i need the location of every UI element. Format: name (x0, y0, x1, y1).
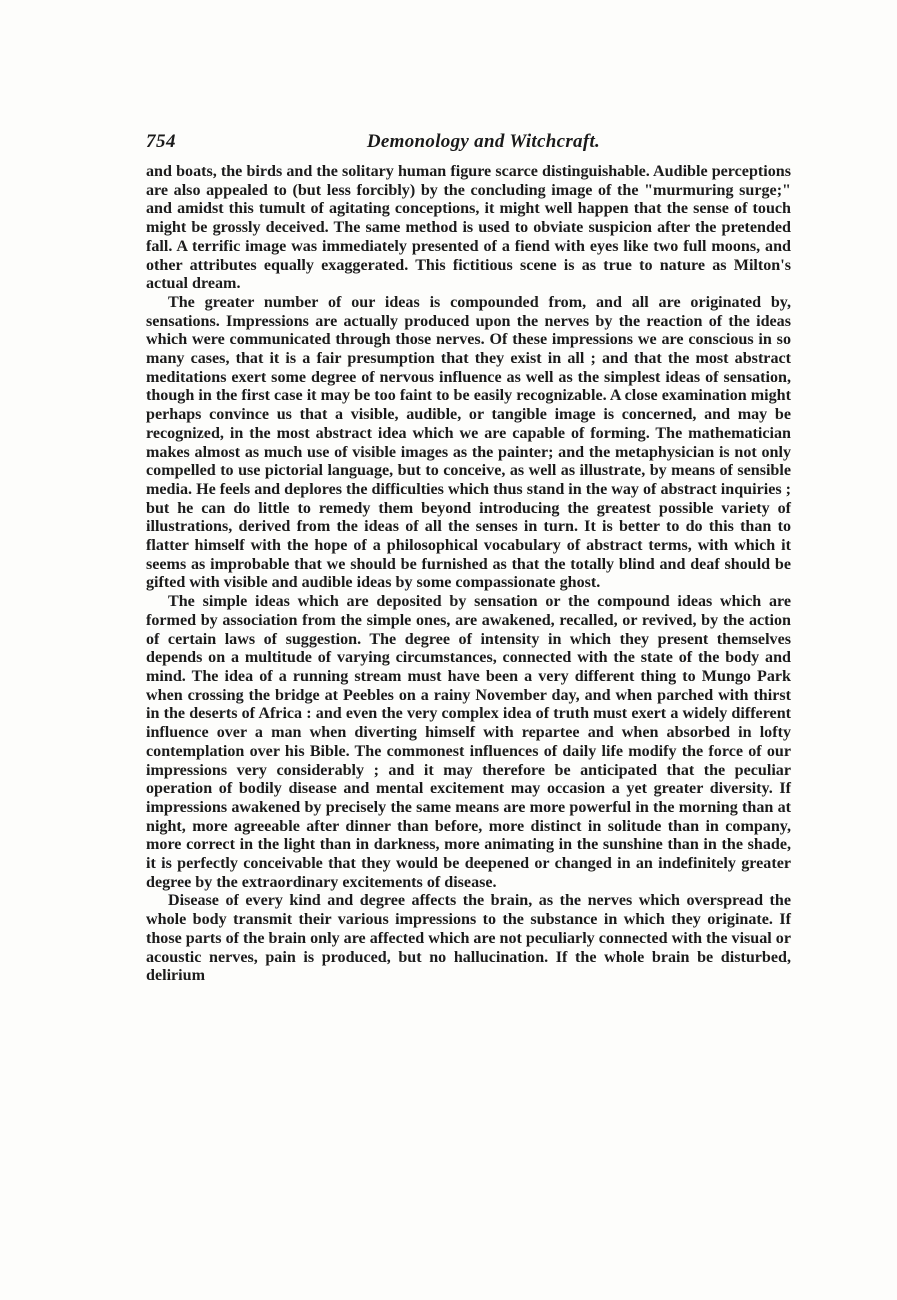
running-head (146, 131, 791, 155)
paragraph: and boats, the birds and the solitary human figure scarce distinguishable. Audible perceptions are also appealed to (but less forcibly) by the concluding image of the "murmuring surge;" and amidst this tumult of agitating conceptions, it might well happen that the sense of touch might be grossly deceived. The same method is used to obviate suspicion after the pretended fall. A terrific image was immediately presented of a fiend with eyes like two full moons, and other attributes equally exaggerated. This fictitious scene is as true to nature as Milton's actual dream. (146, 163, 791, 293)
paragraph: The greater number of our ideas is compounded from, and all are originated by, sensations. Impressions are actually produced upon the nerves by the reaction of the ideas which were communicated through those nerves. Of these impressions we are conscious in so many cases, that it is a fair presumption that they exist in all ; and that the most abstract meditations exert some degree of nervous influence as well as the simplest ideas of sensation, though in the first case it may be too faint to be easily recognizable. A close examination might perhaps convince us that a visible, audible, or tangible image is concerned, and may be recognized, in the most abstract idea which we are capable of forming. The mathematician makes almost as much use of visible images as the painter; and the metaphysician is not only compelled to use pictorial language, but to conceive, as well as illustrate, by means of sensible media. He feels and deplores the difficulties which thus stand in the way of abstract inquiries ; but he can do little to remedy them beyond introducing the greatest possible variety of illustrations, derived from the ideas of all the senses in turn. It is better to do this than to flatter himself with the hope of a philosophical vocabulary of abstract terms, with which it seems as improbable that we should be furnished as that the totally blind and deaf should be gifted with visible and audible ideas by some compassionate ghost. (146, 293, 791, 592)
body-text (146, 163, 791, 986)
paragraph: Disease of every kind and degree affects the brain, as the nerves which overspread the whole body transmit their various impressions to the substance in which they originate. If those parts of the brain only are affected which are not peculiarly connected with the visual or acoustic nerves, pain is produced, but no hallucination. If the whole brain be disturbed, delirium (146, 892, 791, 985)
paragraph: The simple ideas which are deposited by sensation or the compound ideas which are formed by association from the simple ones, are awakened, recalled, or revived, by the action of certain laws of suggestion. The degree of intensity in which they present themselves depends on a multitude of varying circumstances, connected with the state of the body and mind. The idea of a running stream must have been a very different thing to Mungo Park when crossing the bridge at Peebles on a rainy November day, and when parched with thirst in the deserts of Africa : and even the very complex idea of truth must exert a widely different influence over a man when diverting himself with repartee and when absorbed in lofty contemplation over his Bible. The commonest influences of daily life modify the force of our impressions very considerably ; and it may therefore be anticipated that the peculiar operation of bodily disease and mental excitement may occasion a yet greater diversity. If impressions awakened by precisely the same means are more powerful in the morning than at night, more agreeable after dinner than before, more distinct in solitude than in company, more correct in the light than in darkness, more animating in the sunshine than in the shade, it is perfectly conceivable that they would be deepened or changed in an indefinitely greater degree by the extraordinary excitements of disease. (146, 593, 791, 891)
page-title: Demonology and Witchcraft. (366, 131, 601, 152)
page-number: 754 (146, 131, 176, 152)
